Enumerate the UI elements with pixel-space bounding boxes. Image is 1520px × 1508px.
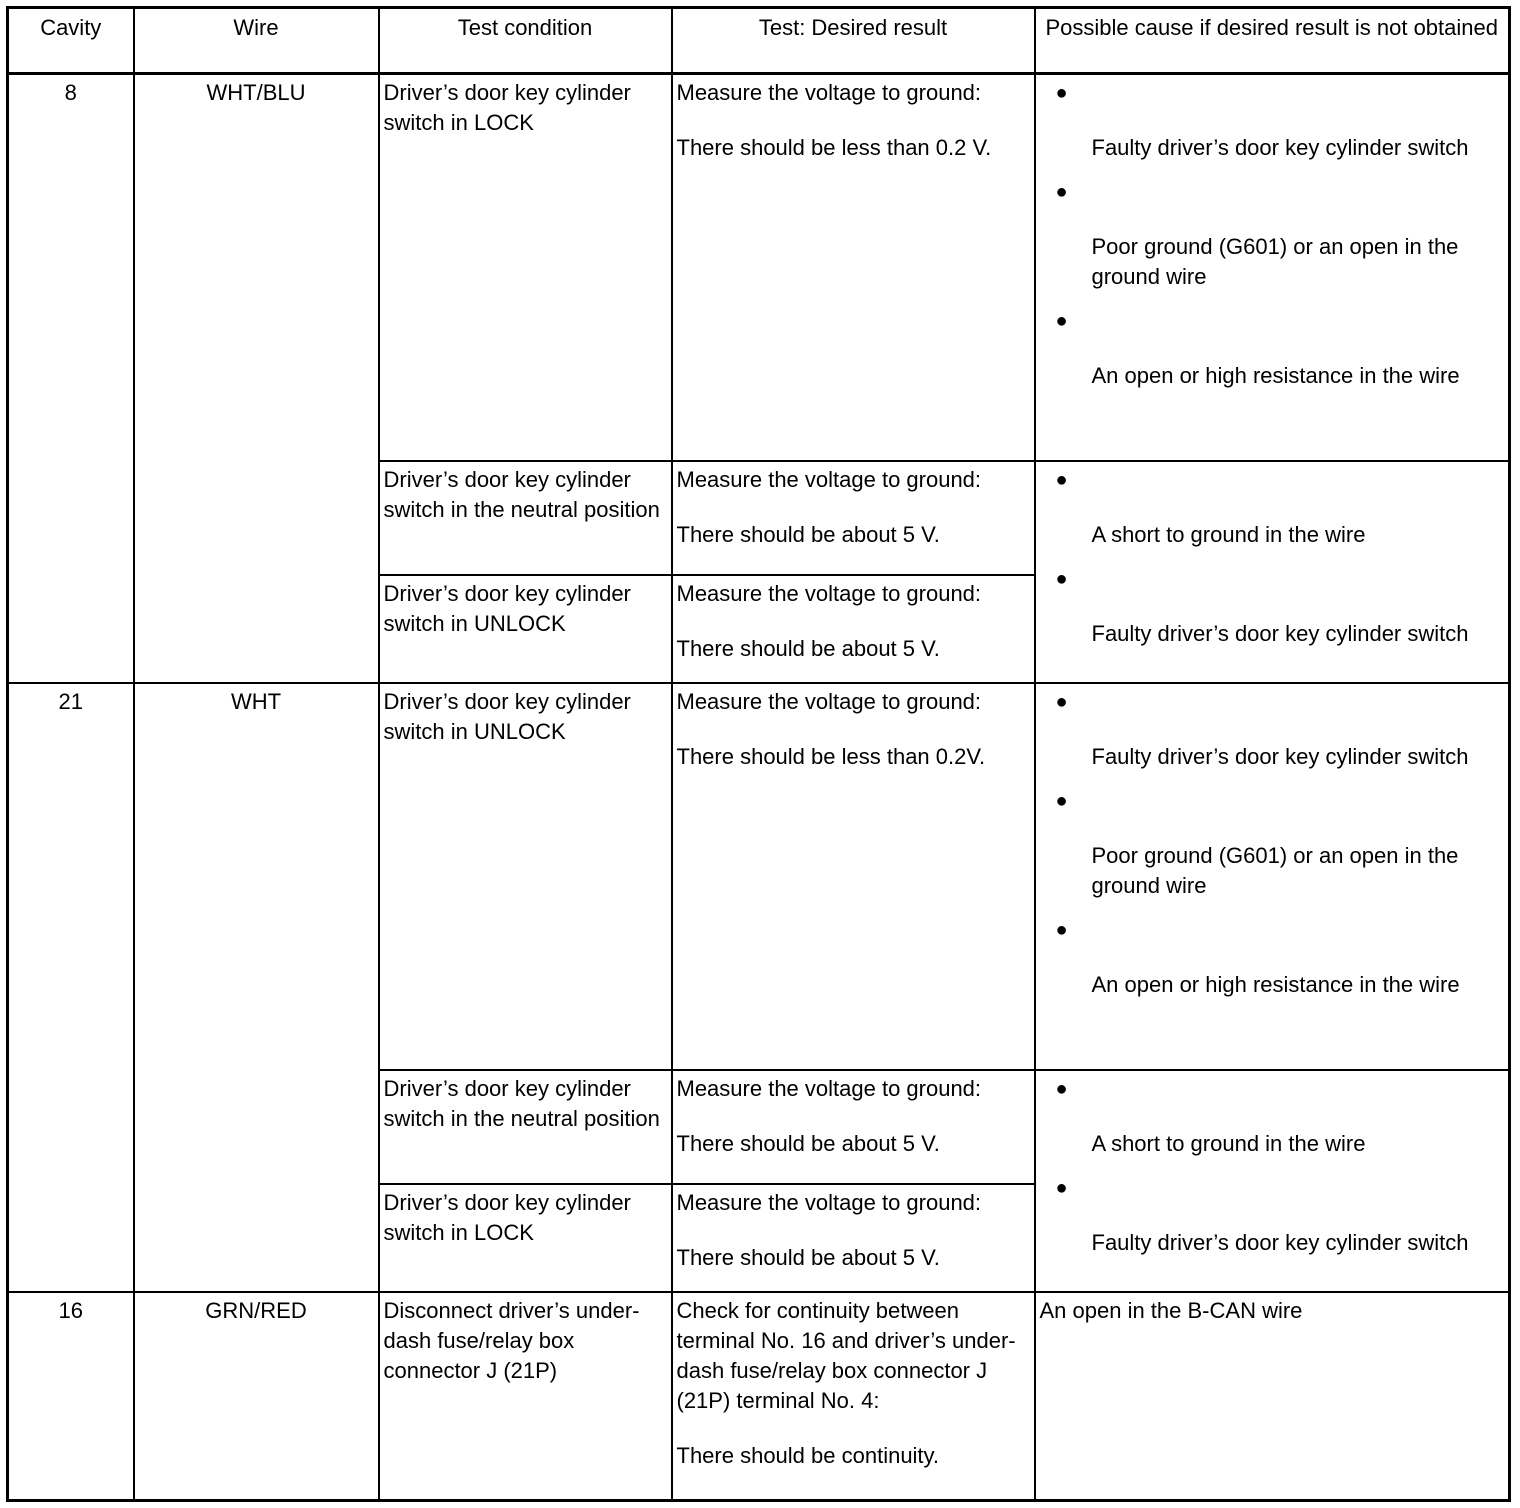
test-condition-cell: Driver’s door key cylinder switch in UNLOCK bbox=[379, 575, 672, 683]
test-condition-cell: Disconnect driver’s under-dash fuse/relay box connector J (21P) bbox=[379, 1292, 672, 1501]
wire-cell: WHT bbox=[134, 683, 379, 1292]
cause-text: Faulty driver’s door key cylinder switch bbox=[1091, 743, 1469, 769]
possible-cause-cell bbox=[1035, 683, 1510, 1070]
wire-cell: WHT/BLU bbox=[134, 74, 379, 683]
cause-item bbox=[1040, 1173, 1505, 1258]
table-row bbox=[8, 683, 1510, 1070]
test-condition-cell: Driver’s door key cylinder switch in LOCK bbox=[379, 1184, 672, 1292]
cause-item bbox=[1040, 78, 1505, 163]
cause-item bbox=[1040, 306, 1505, 391]
desired-result-cell bbox=[672, 1070, 1035, 1184]
possible-cause-cell: An open in the B-CAN wire bbox=[1035, 1292, 1510, 1501]
bullet-icon: ● bbox=[1055, 181, 1068, 203]
cause-item bbox=[1040, 786, 1505, 901]
bullet-icon: ● bbox=[1055, 1077, 1068, 1100]
cause-item bbox=[1040, 564, 1505, 649]
result-instruction: Measure the voltage to ground: bbox=[676, 80, 982, 105]
possible-cause-cell bbox=[1035, 461, 1510, 683]
result-expectation: There should be less than 0.2 V. bbox=[676, 135, 992, 160]
cavity-cell: 8 bbox=[8, 74, 134, 683]
cause-text: A short to ground in the wire bbox=[1091, 521, 1366, 547]
cavity-cell: 16 bbox=[8, 1292, 134, 1501]
header-wire: Wire bbox=[134, 8, 379, 74]
cause-text: Poor ground (G601) or an open in the ground wire bbox=[1091, 842, 1459, 898]
bullet-icon: ● bbox=[1055, 918, 1068, 941]
cause-text: Poor ground (G601) or an open in the ground wire bbox=[1091, 234, 1459, 289]
result-instruction: Measure the voltage to ground: bbox=[676, 1189, 982, 1215]
header-test-condition: Test condition bbox=[379, 8, 672, 74]
test-condition-cell: Driver’s door key cylinder switch in UNLOCK bbox=[379, 683, 672, 1070]
desired-result-cell bbox=[672, 1292, 1035, 1501]
bullet-icon: ● bbox=[1055, 567, 1068, 590]
result-instruction: Check for continuity between terminal No. 16 and driver’s under-dash fuse/relay box connector J (21P) terminal No. 4: bbox=[676, 1297, 1016, 1413]
cause-item bbox=[1040, 465, 1505, 550]
desired-result-cell bbox=[672, 575, 1035, 683]
bullet-icon: ● bbox=[1055, 690, 1068, 713]
header-row bbox=[8, 8, 1510, 74]
cause-item bbox=[1040, 1074, 1505, 1159]
desired-result-cell bbox=[672, 74, 1035, 461]
result-instruction: Measure the voltage to ground: bbox=[676, 580, 982, 606]
cause-text: An open or high resistance in the wire bbox=[1091, 971, 1460, 997]
cause-text: A short to ground in the wire bbox=[1091, 1130, 1366, 1156]
test-condition-cell: Driver’s door key cylinder switch in the neutral position bbox=[379, 461, 672, 575]
result-instruction: Measure the voltage to ground: bbox=[676, 466, 982, 492]
result-expectation: There should be about 5 V. bbox=[676, 1130, 940, 1156]
cause-text: Faulty driver’s door key cylinder switch bbox=[1091, 135, 1469, 160]
test-condition-cell: Driver’s door key cylinder switch in LOCK bbox=[379, 74, 672, 461]
table-row bbox=[8, 74, 1510, 461]
bullet-icon: ● bbox=[1055, 789, 1068, 812]
result-expectation: There should be continuity. bbox=[676, 1442, 940, 1468]
possible-cause-cell bbox=[1035, 74, 1510, 461]
result-instruction: Measure the voltage to ground: bbox=[676, 688, 982, 714]
result-instruction: Measure the voltage to ground: bbox=[676, 1075, 982, 1101]
header-cavity: Cavity bbox=[8, 8, 134, 74]
result-expectation: There should be about 5 V. bbox=[676, 1244, 940, 1270]
cause-text: Faulty driver’s door key cylinder switch bbox=[1091, 620, 1469, 646]
cause-text: An open or high resistance in the wire bbox=[1091, 363, 1460, 388]
cause-item bbox=[1040, 687, 1505, 772]
result-expectation: There should be about 5 V. bbox=[676, 521, 940, 547]
desired-result-cell bbox=[672, 1184, 1035, 1292]
bullet-icon: ● bbox=[1055, 82, 1068, 104]
test-condition-cell: Driver’s door key cylinder switch in the neutral position bbox=[379, 1070, 672, 1184]
possible-cause-cell bbox=[1035, 1070, 1510, 1292]
header-possible-cause: Possible cause if desired result is not obtained bbox=[1035, 8, 1510, 74]
bullet-icon: ● bbox=[1055, 1176, 1068, 1199]
cause-item bbox=[1040, 915, 1505, 1000]
cavity-cell: 21 bbox=[8, 683, 134, 1292]
cause-text: Faulty driver’s door key cylinder switch bbox=[1091, 1229, 1469, 1255]
table-row bbox=[8, 1292, 1510, 1501]
cause-item bbox=[1040, 177, 1505, 292]
desired-result-cell bbox=[672, 683, 1035, 1070]
result-expectation: There should be less than 0.2V. bbox=[676, 743, 986, 769]
result-expectation: There should be about 5 V. bbox=[676, 635, 940, 661]
desired-result-cell bbox=[672, 461, 1035, 575]
header-desired-result: Test: Desired result bbox=[672, 8, 1035, 74]
bullet-icon: ● bbox=[1055, 310, 1068, 332]
diagnostic-table bbox=[6, 6, 1511, 1502]
bullet-icon: ● bbox=[1055, 468, 1068, 491]
wire-cell: GRN/RED bbox=[134, 1292, 379, 1501]
